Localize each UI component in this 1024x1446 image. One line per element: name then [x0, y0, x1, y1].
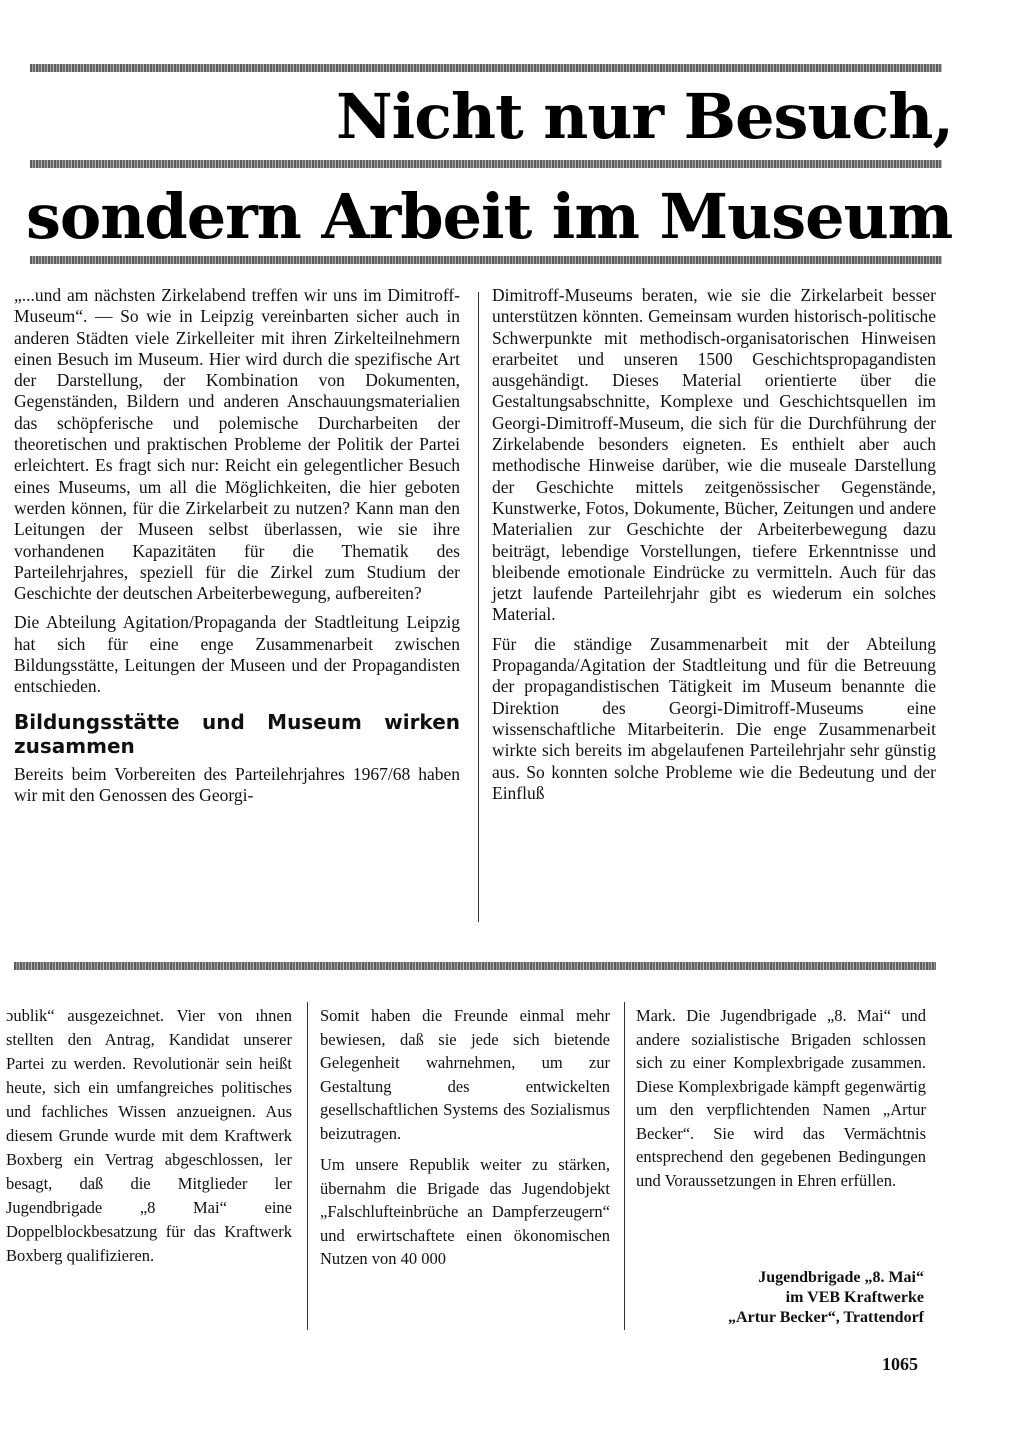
lower-paragraph: Um unsere Republik weiter zu stärken, übernahm die Brigade das Jugendobjekt „Falschlufteinbrüche an Dampferzeugern“ und erwirtschaftete einen ökonomischen Nutzen von 40 000 [320, 1155, 610, 1268]
article-paragraph: Bereits beim Vorbereiten des Parteilehrjahres 1967/68 haben wir mit den Genossen des Georgi- [14, 763, 460, 805]
lower-column-3 [636, 1004, 926, 1200]
lower-divider-2 [624, 1002, 625, 1330]
section-divider-rule [14, 962, 936, 970]
subheading: Bildungsstätte und Museum wirken zusammen [14, 709, 460, 758]
lower-divider-1 [307, 1002, 308, 1330]
article-paragraph: Dimitroff-Museums beraten, wie sie die Zirkelarbeit besser unterstützen könnten. Gemeinsam wurden historisch-politische Schwerpunkte mit methodisch-organisatorischen Hinweisen erarbeitet und unseren 1500 Geschichtspropagandisten ausgehändigt. Dieses Material orientierte über die Gestaltungsabschnitte, Komplexe und Geschichtsquellen im Georgi-Dimitroff-Museum, die sich für die Durchführung der Zirkelabende besonders eigneten. Es enthielt aber auch methodische Hinweise darüber, wie die museale Darstellung der Geschichte mittels zeitgenössischer Gegenstände, Kunstwerke, Fotos, Dokumente, Bücher, Zeitungen und andere Materialien zur Geschichte der Arbeiterbewegung dazu beiträgt, lebendige Vorstellungen, tiefere Erkenntnisse und bleibende emotionale Eindrücke zu vermitteln. Auch für das jetzt laufende Parteilehrjahr gibt es wiederum ein solches Material. [492, 285, 936, 625]
headline-line-1: Nicht nur Besuch, [336, 80, 953, 153]
lower-paragraph: ɔublik“ ausgezeichnet. Vier von ıhnen stellten den Antrag, Kandidat unserer Partei zu werden. Revolutionär sein heißt heute, sich ein umfangreiches politisches und fachliches Wissen anzueignen. Aus diesem Grunde wurde mit dem Kraftwerk Boxberg ein Vertrag abgeschlossen, ler besagt, daß die Mitglieder ler Jugendbrigade „8 Mai“ eine Doppelblockbesatzung für das Kraftwerk Boxberg qualifizieren. [6, 1006, 292, 1265]
article-column-1 [14, 285, 460, 814]
signature-block [636, 1268, 924, 1328]
lower-column-1 [6, 1004, 292, 1276]
signature-line-2: im VEB Kraftwerke [785, 1289, 924, 1306]
page-number: 1065 [882, 1354, 918, 1374]
lower-column-2 [320, 1004, 610, 1279]
top-rule [30, 64, 942, 72]
headline-line-2: sondern Arbeit im Museum [26, 180, 953, 253]
article-column-2 [492, 285, 936, 812]
bottom-headline-rule [30, 256, 942, 264]
article-paragraph: „...und am nächsten Zirkelabend treffen wir uns im Dimitroff-Museum“. — So wie in Leipzig vereinbarten sicher auch in anderen Städten viele Zirkelleiter mit ihren Zirkelteilnehmern einen Besuch im Museum. Hier wird durch die spezifische Art der Darstellung, der Kombination von Dokumenten, Gegenständen, Bildern und anderen Anschauungsmaterialien das schöpferische und polemische Durcharbeiten der theoretischen und praktischen Probleme der Politik der Partei erleichtert. Es fragt sich nur: Reicht ein gelegentlicher Besuch eines Museums, um all die Möglichkeiten, die hier geboten werden können, für die Zirkelarbeit zu nutzen? Kann man den Leitungen der Museen selbst überlassen, wie sie ihre vorhandenen Kapazitäten für die Thematik des Parteilehrjahres, speziell für die Zirkel zum Studium der Geschichte der deutschen Arbeiterbewegung, aufbereiten? [14, 285, 460, 604]
lower-paragraph: Mark. Die Jugendbrigade „8. Mai“ und andere sozialistische Brigaden schlossen sich zu einer Komplexbrigade zusammen. Diese Komplexbrigade kämpft gegenwärtig um den verpflichtenden Namen „Artur Becker“. Sie wird das Vermächtnis entsprechend den gegebenen Bedingungen und Voraussetzungen in Ehren erfüllen. [636, 1006, 926, 1190]
article-paragraph: Die Abteilung Agitation/Propaganda der Stadtleitung Leipzig hat sich für eine enge Zusammenarbeit zwischen Bildungsstätte, Leitungen der Museen und der Propagandisten entschieden. [14, 612, 460, 697]
column-divider [478, 292, 479, 922]
signature-line-3: „Artur Becker“, Trattendorf [728, 1309, 924, 1326]
signature-line-1: Jugendbrigade „8. Mai“ [758, 1269, 924, 1286]
article-paragraph: Für die ständige Zusammenarbeit mit der Abteilung Propaganda/Agitation der Stadtleitung und für die Betreuung der propagandistischen Tätigkeit im Museum benannte die Direktion des Georgi-Dimitroff-Museums eine wissenschaftliche Mitarbeiterin. Die enge Zusammenarbeit wirkte sich bereits im abgelaufenen Parteilehrjahr sehr günstig aus. So konnten solche Probleme wie die Bedeutung und der Einfluß [492, 633, 936, 803]
middle-rule [30, 160, 942, 168]
lower-paragraph: Somit haben die Freunde einmal mehr bewiesen, daß sie jede sich bietende Gelegenheit wahrnehmen, um zur Gestaltung des entwickelten gesellschaftlichen Systems des Sozialismus beizutragen. [320, 1006, 610, 1143]
